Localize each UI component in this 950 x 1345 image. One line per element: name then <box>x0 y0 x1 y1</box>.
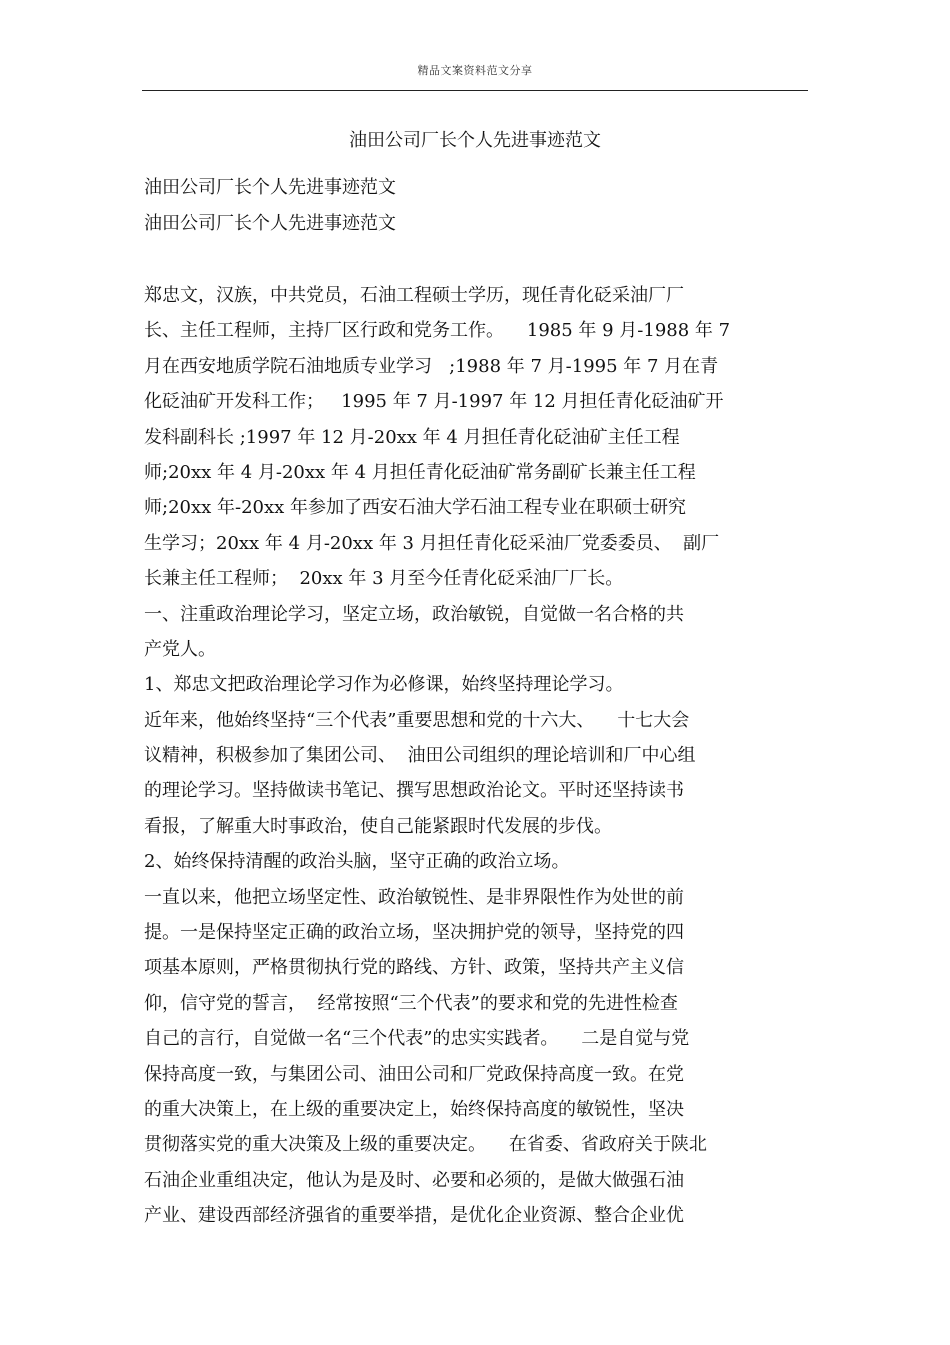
body-line: 生学习；20xx 年 4 月-20xx 年 3 月担任青化砭采油厂党委委员、 副厂 <box>144 532 720 554</box>
subsection-heading: 1、郑忠文把政治理论学习作为必修课，始终坚持理论学习。 <box>144 674 624 696</box>
body-line: 月在西安地质学院石油地质专业学习 ;1988 年 7 月-1995 年 7 月在青 <box>144 355 719 377</box>
body-line: 自己的言行，自觉做一名“三个代表”的忠实实践者。 二是自觉与党 <box>144 1028 690 1050</box>
body-line: 提。一是保持坚定正确的政治立场，坚决拥护党的领导，坚持党的四 <box>144 922 684 944</box>
document-subtitle: 油田公司厂长个人先进事迹范文 <box>144 177 396 198</box>
body-line: 郑忠文，汉族，中共党员，石油工程硕士学历，现任青化砭采油厂厂 <box>144 285 684 306</box>
body-line: 的重大决策上，在上级的重要决定上，始终保持高度的敏锐性，坚决 <box>144 1098 684 1120</box>
body-line: 产业、建设西部经济强省的重要举措，是优化企业资源、整合企业优 <box>144 1205 684 1227</box>
page-header: 精品文案资料范文分享 <box>417 64 533 77</box>
body-line: 化砭油矿开发科工作； 1995 年 7 月-1997 年 12 月担任青化砭油矿开 <box>144 391 724 413</box>
document-body <box>144 278 814 1234</box>
body-line: 近年来，他始终坚持“三个代表”重要思想和党的十六大、 十七大会 <box>144 709 690 731</box>
body-line: 贯彻落实党的重大决策及上级的重要决定。 在省委、省政府关于陕北 <box>144 1134 707 1156</box>
body-line: 石油企业重组决定，他认为是及时、必要和必须的，是做大做强石油 <box>144 1169 684 1191</box>
header-divider <box>142 90 808 91</box>
body-line: 发科副科长 ;1997 年 12 月-20xx 年 4 月担任青化砭油矿主任工程 <box>144 426 680 448</box>
body-line: 师;20xx 年-20xx 年参加了西安石油大学石油工程专业在职硕士研究 <box>144 497 687 519</box>
section-heading: 产党人。 <box>144 638 216 660</box>
body-line: 保持高度一致，与集团公司、油田公司和厂党政保持高度一致。在党 <box>144 1063 684 1085</box>
body-line: 的理论学习。坚持做读书笔记、撰写思想政治论文。平时还坚持读书 <box>144 780 684 802</box>
body-line: 师;20xx 年 4 月-20xx 年 4 月担任青化砭油矿常务副矿长兼主任工程 <box>144 461 696 483</box>
subsection-heading: 2、始终保持清醒的政治头脑，坚守正确的政治立场。 <box>144 851 570 873</box>
body-line: 项基本原则，严格贯彻执行党的路线、方针、政策，坚持共产主义信 <box>144 957 684 979</box>
body-line: 长兼主任工程师； 20xx 年 3 月至今任青化砭采油厂厂长。 <box>144 568 624 590</box>
body-line: 长、主任工程师，主持厂区行政和党务工作。 1985 年 9 月-1988 年 7 <box>144 320 731 342</box>
body-line: 看报，了解重大时事政治，使自己能紧跟时代发展的步伐。 <box>144 815 612 837</box>
section-heading: 一、注重政治理论学习，坚定立场，政治敏锐，自觉做一名合格的共 <box>144 603 684 625</box>
document-title: 油田公司厂长个人先进事迹范文 <box>349 130 601 151</box>
document-subtitle: 油田公司厂长个人先进事迹范文 <box>144 213 396 234</box>
body-line: 议精神，积极参加了集团公司、 油田公司组织的理论培训和厂中心组 <box>144 745 696 767</box>
body-line: 一直以来，他把立场坚定性、政治敏锐性、是非界限性作为处世的前 <box>144 886 684 908</box>
body-line: 仰，信守党的誓言， 经常按照“三个代表”的要求和党的先进性检查 <box>144 992 678 1014</box>
